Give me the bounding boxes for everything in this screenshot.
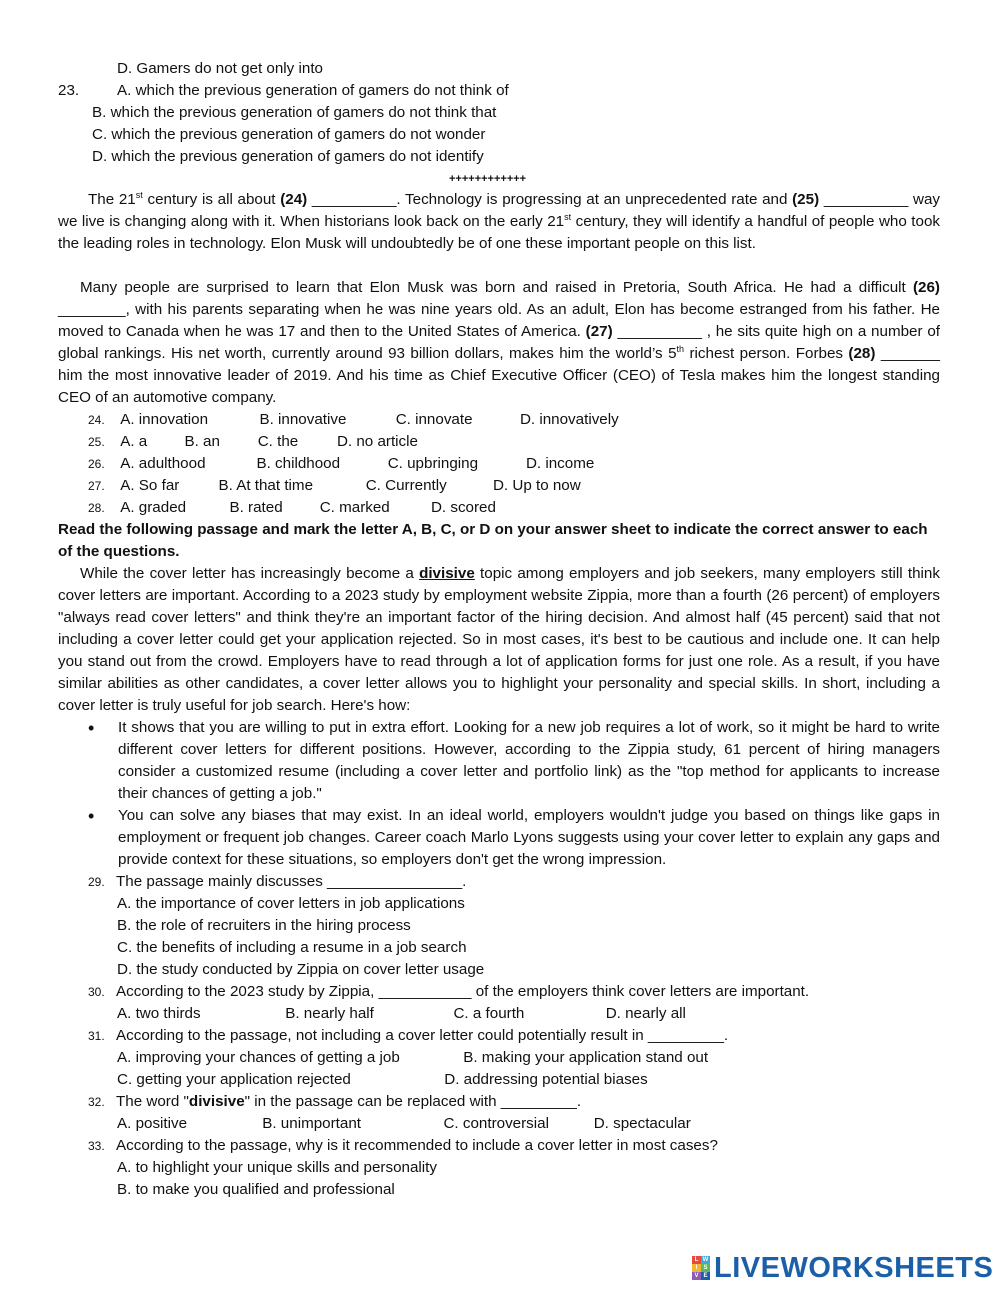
blank-25-label: (25) xyxy=(792,191,820,208)
blank-27-label: (27) xyxy=(585,323,613,340)
q31-option-c[interactable]: C. getting your application rejected xyxy=(117,1071,351,1088)
q32-word: divisive xyxy=(188,1093,245,1110)
q26-option-a[interactable]: A. adulthood xyxy=(120,455,206,472)
q27-option-b[interactable]: B. At that time xyxy=(218,477,314,494)
q31-option-d[interactable]: D. addressing potential biases xyxy=(444,1071,648,1088)
q27-row xyxy=(88,475,581,497)
bullet-1-text: It shows that you are willing to put in extra effort. Looking for a new job requires a lot of work, so it might be hard to write different cover letters for different positions. However, according to the Zippia study, 61 percent of hiring managers consider a customized resume (including a cover letter and portfolio link) as the "top method for applicants to increase their chances of getting a job." xyxy=(118,719,940,802)
q33-stem-row xyxy=(88,1135,718,1157)
blank-28-label: (28) xyxy=(848,345,876,362)
q25-option-d[interactable]: D. no article xyxy=(336,433,418,450)
q31-option-a[interactable]: A. improving your chances of getting a job xyxy=(117,1049,400,1066)
q33-number: 33. xyxy=(88,1139,105,1153)
q26-option-b[interactable]: B. childhood xyxy=(256,455,341,472)
bullet-2-text: You can solve any biases that may exist. In an ideal world, employers wouldn't judge you based on things like gaps in employment or frequent job changes. Career coach Marlo Lyons suggests using your cover letter to explain any gaps and provide context for these situations, so employers don't get the wrong impression. xyxy=(118,807,940,868)
q30-option-a[interactable]: A. two thirds xyxy=(117,1005,201,1022)
q33-stem: According to the passage, why is it recommended to include a cover letter in most cases? xyxy=(116,1137,718,1154)
section-separator: ++++++++++++ xyxy=(449,173,527,185)
q24-row xyxy=(88,409,619,431)
q23-option-a[interactable]: A. which the previous generation of gamers do not think of xyxy=(117,82,509,99)
q26-option-d[interactable]: D. income xyxy=(525,455,595,472)
q30-number: 30. xyxy=(88,985,105,999)
q32-option-a[interactable]: A. positive xyxy=(117,1115,188,1132)
q28-option-d[interactable]: D. scored xyxy=(430,499,496,516)
liveworksheets-logo[interactable] xyxy=(692,1251,993,1285)
q29-stem-row xyxy=(88,871,466,893)
q29-stem: The passage mainly discusses ________________. xyxy=(116,873,467,890)
q27-option-c[interactable]: C. Currently xyxy=(365,477,447,494)
q25-number: 25. xyxy=(88,435,105,449)
q26-number: 26. xyxy=(88,457,105,471)
q30-options-row xyxy=(117,1003,686,1025)
q27-option-d[interactable]: D. Up to now xyxy=(492,477,581,494)
q24-number: 24. xyxy=(88,413,105,427)
q23-option-b[interactable]: B. which the previous generation of gamers do not think that xyxy=(92,104,497,121)
q32-option-d[interactable]: D. spectacular xyxy=(593,1115,691,1132)
q32-option-b[interactable]: B. unimportant xyxy=(262,1115,362,1132)
q25-option-c[interactable]: C. the xyxy=(257,433,299,450)
passage1-paragraph1: The 21st century is all about (24) __________. Technology is progressing at an unprecedented rate and (25) __________ way we live is changing along with it. When historians look back on the early 21st century, they will identify a handful of people who took the leading roles in technology. Elon Musk will undoubtedly be of one these important people on this list. xyxy=(58,190,941,252)
q24-option-b[interactable]: B. innovative xyxy=(259,411,347,428)
q28-option-b[interactable]: B. rated xyxy=(229,499,283,516)
q31-options-row-1 xyxy=(117,1047,708,1069)
q31-options-row-2 xyxy=(117,1069,648,1091)
logo-text: LIVEWORKSHEETS xyxy=(714,1252,994,1284)
logo-mark-icon: L W I S V E xyxy=(692,1256,710,1280)
q32-number: 32. xyxy=(88,1095,105,1109)
q30-option-d[interactable]: D. nearly all xyxy=(605,1005,686,1022)
blank-26-label: (26) xyxy=(912,279,940,296)
blank-24-label: (24) xyxy=(280,191,308,208)
q32-stem-row: 32. The word "divisive" in the passage can be replaced with _________. xyxy=(88,1091,581,1113)
q29-option-d[interactable]: D. the study conducted by Zippia on cover letter usage xyxy=(117,961,485,978)
q23-option-c[interactable]: C. which the previous generation of gamers do not wonder xyxy=(92,126,486,143)
q26-row xyxy=(88,453,594,475)
q31-number: 31. xyxy=(88,1029,105,1043)
q28-option-c[interactable]: C. marked xyxy=(319,499,390,516)
q28-number: 28. xyxy=(88,501,105,515)
q31-stem: According to the passage, not including a cover letter could potentially result in _________. xyxy=(116,1027,729,1044)
passage1-paragraph2: Many people are surprised to learn that Elon Musk was born and raised in Pretoria, South Africa. He had a difficult (26) ________, with his parents separating when he was nine years old. As an adult, Elon has become estranged from his father. He moved to Canada when he was 17 and then to the United States of America. (27) __________ , he sits quite high on a number of global rankings. His net worth, currently around 93 billion dollars, makes him the world’s 5th richest person. Forbes (28) _______ him the most innovative leader of 2019. And his time as Chief Executive Officer (CEO) of Tesla makes him the longest standing CEO of an automotive company. xyxy=(58,279,940,406)
divisive-word: divisive xyxy=(419,565,475,582)
q27-number: 27. xyxy=(88,479,105,493)
q24-option-a[interactable]: A. innovation xyxy=(120,411,209,428)
q25-option-b[interactable]: B. an xyxy=(184,433,220,450)
q29-number: 29. xyxy=(88,875,105,889)
q33-option-a[interactable]: A. to highlight your unique skills and personality xyxy=(117,1159,437,1176)
q29-option-a[interactable]: A. the importance of cover letters in job applications xyxy=(117,895,465,912)
bullet-2-icon: • xyxy=(88,806,95,826)
q30-option-c[interactable]: C. a fourth xyxy=(453,1005,525,1022)
q30-stem: According to the 2023 study by Zippia, ___________ of the employers think cover letters are important. xyxy=(116,983,810,1000)
q23-option-d[interactable]: D. which the previous generation of gamers do not identify xyxy=(92,148,484,165)
q33-option-b[interactable]: B. to make you qualified and professional xyxy=(117,1181,395,1198)
q31-option-b[interactable]: B. making your application stand out xyxy=(463,1049,709,1066)
q24-option-c[interactable]: C. innovate xyxy=(395,411,473,428)
q25-option-a[interactable]: A. a xyxy=(120,433,148,450)
q27-option-a[interactable]: A. So far xyxy=(120,477,180,494)
q23-number: 23. xyxy=(58,82,80,99)
q22-option-d[interactable]: D. Gamers do not get only into xyxy=(117,60,323,77)
q28-row xyxy=(88,497,496,519)
q30-stem-row xyxy=(88,981,809,1003)
q32-option-c[interactable]: C. controversial xyxy=(443,1115,549,1132)
q28-option-a[interactable]: A. graded xyxy=(120,499,187,516)
passage2-paragraph: While the cover letter has increasingly become a divisive topic among employers and job seekers, many employers still think cover letters are important. According to a 2023 study by employment website Zippia, more than a fourth (26 percent) of employers "always read cover letters" and think they're an important factor of the hiring decision. And almost half (45 percent) said that not including a cover letter could get your application rejected. So in most cases, it's best to be cautious and include one. It can help you stand out from the crowd. Employers have to read through a lot of application forms for just one role. As a result, if you have similar abilities as other candidates, a cover letter allows you to highlight your personality and special skills. In short, including a cover letter is truly useful for job search. Here's how: xyxy=(58,565,940,714)
q26-option-c[interactable]: C. upbringing xyxy=(387,455,479,472)
q29-option-b[interactable]: B. the role of recruiters in the hiring process xyxy=(117,917,411,934)
bullet-1-icon: • xyxy=(88,718,95,738)
q24-option-d[interactable]: D. innovatively xyxy=(519,411,619,428)
q32-options-row xyxy=(117,1113,691,1135)
q30-option-b[interactable]: B. nearly half xyxy=(285,1005,374,1022)
instruction-text: Read the following passage and mark the letter A, B, C, or D on your answer sheet to indicate the correct answer to each of the questions. xyxy=(58,521,928,560)
q31-stem-row xyxy=(88,1025,728,1047)
q25-row xyxy=(88,431,418,453)
q29-option-c[interactable]: C. the benefits of including a resume in a job search xyxy=(117,939,467,956)
